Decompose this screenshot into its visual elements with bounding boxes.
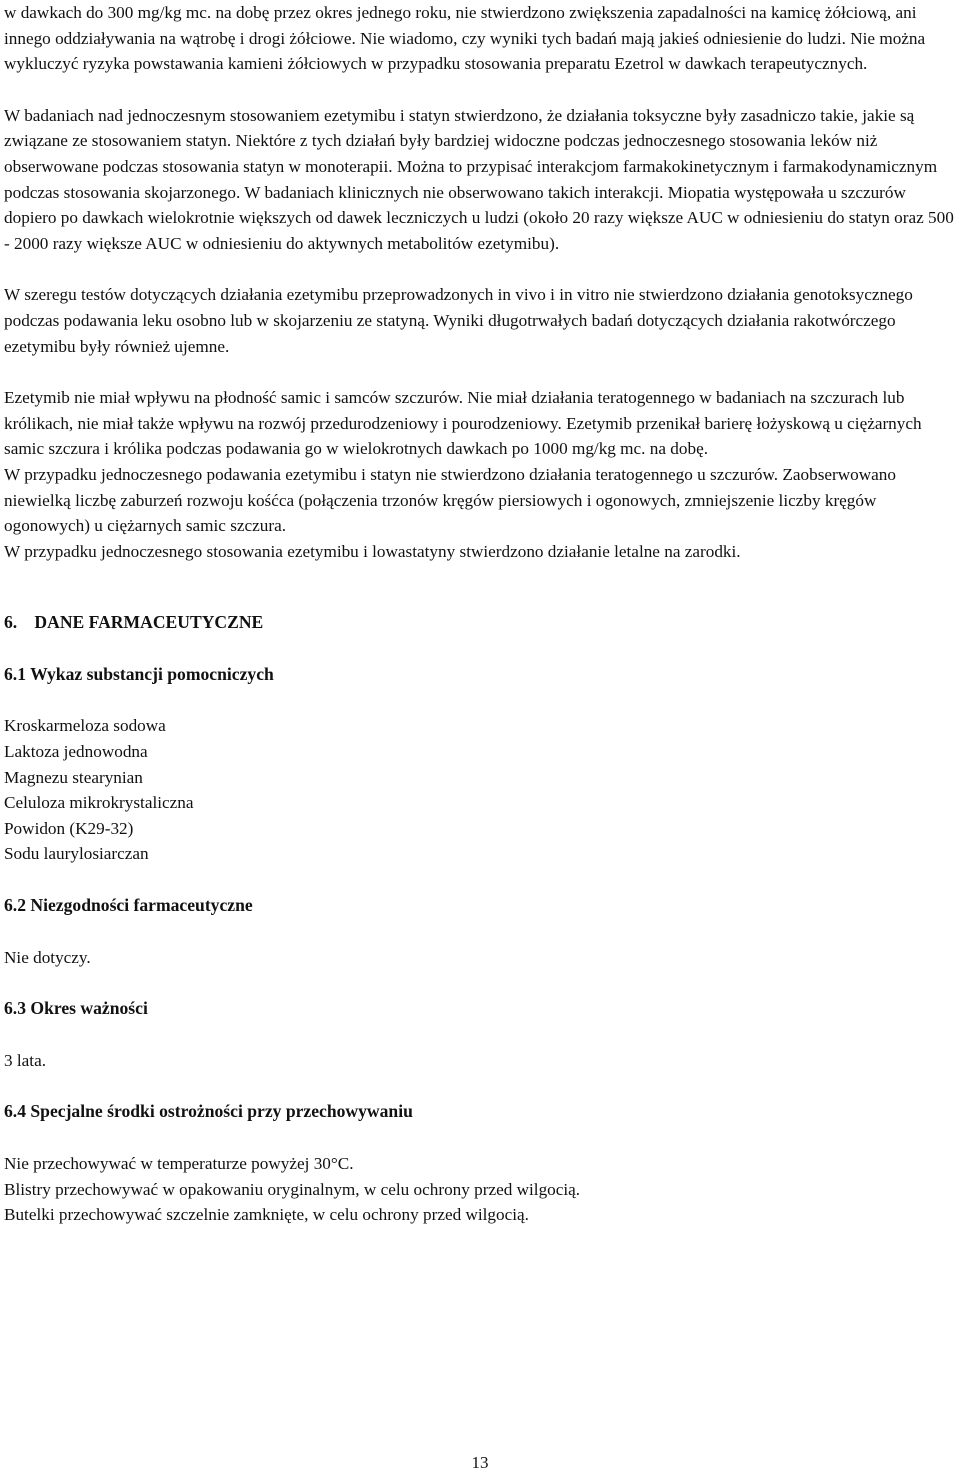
spacer [4,1073,956,1099]
storage-line: Blistry przechowywać w opakowaniu oryginalnym, w celu ochrony przed wilgocią. [4,1179,581,1199]
spacer [4,359,956,385]
paragraph-genotoxicity: W szeregu testów dotyczących działania ezetymibu przeprowadzonych in vivo i in vitro nie stwierdzono działania genotoksycznego podczas podawania leku osobno lub w skojarzeniu ze statyną. Wyniki długotrwałych badań dotyczących działania rakotwórczego ezetymibu były również ujemne. [4,285,913,356]
storage-instructions [4,1151,956,1228]
section-6-number: 6. [4,612,18,633]
storage-line: Nie przechowywać w temperaturze powyżej 30°C. [4,1154,354,1173]
section-6-4-heading: 6.4 Specjalne środki ostrożności przy przechowywaniu [4,1101,413,1122]
list-item: Kroskarmeloza sodowa [4,716,166,736]
spacer [4,1022,956,1048]
excipients-list [4,713,956,867]
list-item: Magnezu stearynian [4,767,143,787]
spacer [4,256,956,282]
section-6-2-heading: 6.2 Niezgodności farmaceutyczne [4,895,253,916]
intro-paragraph: w dawkach do 300 mg/kg mc. na dobę przez okres jednego roku, nie stwierdzono zwiększenia zapadalności na kamicę żółciową, ani innego oddziaływania na wątrobę i drogi żółciowe. Nie wiadomo, czy wyniki tych badań mają jakieś odniesienie do ludzi. Nie można wykluczyć ryzyka powstawania kamieni żółciowych w przypadku stosowania preparatu Ezetrol w dawkach terapeutycznych. [4,3,926,74]
spacer [4,564,956,610]
fertility-line-1: Ezetymib nie miał wpływu na płodność samic i samców szczurów. Nie miał działania teratogennego w badaniach na szczurach lub królikach, nie miał także wpływu na rozwój przedurodzeniowy i pourodzeniowy. Ezetymib przenikał barierę łożyskową u ciężarnych samic szczura i królika podczas podawania go w wielokrotnych dawkach po 1000 mg/kg mc. na dobę. [4,388,922,459]
section-6-3-text: 3 lata. [4,1050,46,1070]
list-item: Laktoza jednowodna [4,742,148,762]
spacer [4,77,956,103]
fertility-line-3: W przypadku jednoczesnego stosowania ezetymibu i lowastatyny stwierdzono działanie letalne na zarodki. [4,541,741,561]
spacer [4,867,956,893]
page-number: 13 [471,1453,489,1472]
list-item: Celuloza mikrokrystaliczna [4,793,194,813]
section-6-2-text: Nie dotyczy. [4,947,91,967]
section-6-3-heading: 6.3 Okres ważności [4,998,148,1019]
spacer [4,970,956,996]
list-item: Powidon (K29-32) [4,818,134,838]
storage-line: Butelki przechowywać szczelnie zamknięte, w celu ochrony przed wilgocią. [4,1205,529,1225]
section-6-title: DANE FARMACEUTYCZNE [34,612,264,633]
spacer [4,1125,956,1151]
spacer [4,919,956,945]
document-page [4,0,956,1228]
paragraph-fertility [4,385,956,564]
paragraph-statins: W badaniach nad jednoczesnym stosowaniem ezetymibu i statyn stwierdzono, że działania toksyczne były zasadniczo takie, jakie są związane ze stosowaniem statyn. Niektóre z tych działań były bardziej widoczne podczas jednoczesnego stosowania leków niż obserwowane podczas stosowania statyn w monoterapii. Można to przypisać interakcjom farmakokinetycznym i farmakodynamicznym podczas stosowania skojarzonego. W badaniach klinicznych nie obserwowano takich interakcji. Miopatia występowała u szczurów dopiero po dawkach wielokrotnie większych od dawek leczniczych u ludzi (około 20 razy większe AUC w odniesieniu do statyn oraz 500 - 2000 razy większe AUC w odniesieniu do aktywnych metabolitów ezetymibu). [4,105,954,253]
spacer [4,687,956,713]
spacer [4,636,956,662]
list-item: Sodu laurylosiarczan [4,844,149,864]
section-6-1-heading: 6.1 Wykaz substancji pomocniczych [4,663,274,684]
fertility-line-2: W przypadku jednoczesnego podawania ezetymibu i statyn nie stwierdzono działania teratogennego u szczurów. Zaobserwowano niewielką liczbę zaburzeń rozwoju kośćca (połączenia trzonów kręgów piersiowych i ogonowych, zmniejszenie liczby kręgów ogonowych) u ciężarnych samic szczura. [4,464,896,536]
section-6-heading [4,610,956,636]
